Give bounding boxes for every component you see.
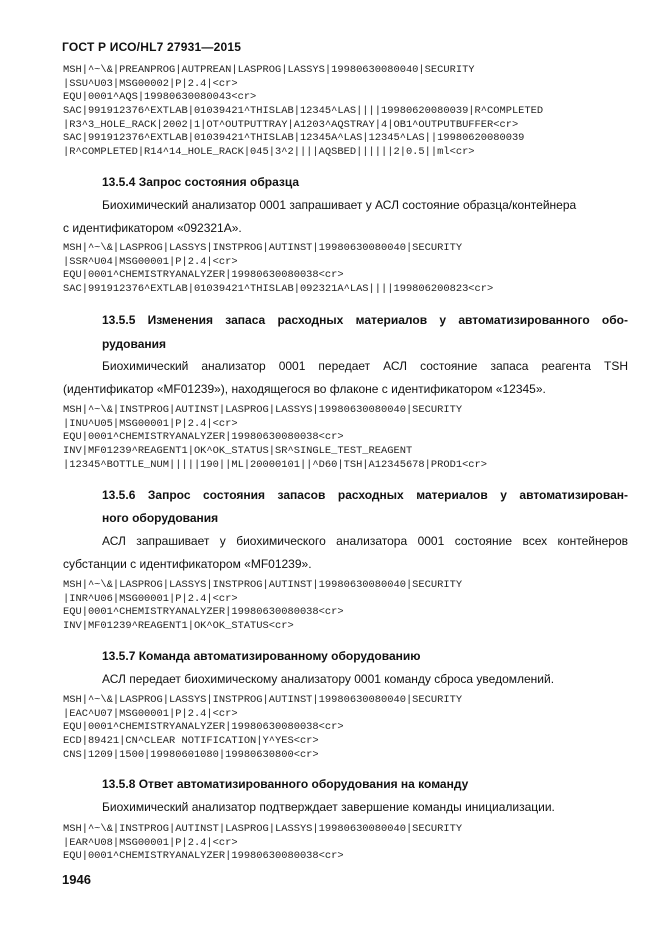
section-1357-para-line1: АСЛ передает биохимическому анализатору 0001 команду сброса уведомлений. [102, 672, 555, 686]
code-line: |SSU^U03|MSG00002|P|2.4|<cr> [63, 77, 238, 90]
code-line: |INR^U06|MSG00001|P|2.4|<cr> [63, 592, 238, 605]
code-line: |EAC^U07|MSG00001|P|2.4|<cr> [63, 707, 238, 720]
code-block-1357 [63, 694, 462, 762]
code-block-1 [63, 64, 543, 160]
code-line: ECD|89421|CN^CLEAR NOTIFICATION|Y^YES<cr> [63, 735, 319, 748]
code-line: SAC|991912376^EXTLAB|01039421^THISLAB|092321A^LAS||||199806200823<cr> [63, 283, 494, 296]
section-1355-heading-line2: рудования [102, 337, 167, 351]
code-line: MSH|^~\&|PREANPROG|AUTPREAN|LASPROG|LASSYS|19980630080040|SECURITY [63, 64, 475, 76]
code-line: INV|MF01239^REAGENT1|OK^OK_STATUS<cr> [63, 620, 294, 633]
section-1355-para-line1: Биохимический анализатор 0001 передает АСЛ состояние запаса реагента TSH [102, 359, 628, 373]
code-line: |R3^3_HOLE_RACK|2002|1|OT^OUTPUTTRAY|A1203^AQSTRAY|4|OB1^OUTPUTBUFFER<cr> [63, 118, 519, 131]
code-line: EQU|0001^CHEMISTRYANALYZER|19980630080038<cr> [63, 606, 344, 619]
code-line: MSH|^~\&|LASPROG|LASSYS|INSTPROG|AUTINST|19980630080040|SECURITY [63, 579, 463, 591]
code-line: MSH|^~\&|LASPROG|LASSYS|INSTPROG|AUTINST|19980630080040|SECURITY [63, 242, 463, 254]
code-line: |12345^BOTTLE_NUM|||||190||ML|20000101||^D60|TSH|A12345678|PROD1<cr> [63, 458, 488, 471]
code-line: EQU|0001^CHEMISTRYANALYZER|19980630080038<cr> [63, 850, 344, 863]
code-block-1354 [63, 242, 493, 297]
section-1354-heading: 13.5.4 Запрос состояния образца [102, 175, 300, 189]
section-1354-para-line1: Биохимический анализатор 0001 запрашивает у АСЛ состояние образца/контейнера [102, 198, 577, 212]
code-line: |R^COMPLETED|R14^14_HOLE_RACK|045|3^2||||AQSBED||||||2|0.5||ml<cr> [63, 146, 475, 159]
code-line: |EAR^U08|MSG00001|P|2.4|<cr> [63, 836, 238, 849]
code-line: EQU|0001^AQS|19980630080043<cr> [63, 91, 257, 104]
code-block-1356 [63, 579, 462, 634]
section-1356-para-line1: АСЛ запрашивает у биохимического анализатора 0001 состояние всех контейнеров [102, 534, 628, 548]
code-line: MSH|^~\&|INSTPROG|AUTINST|LASPROG|LASSYS|19980630080040|SECURITY [63, 404, 463, 416]
section-1358-para-line1: Биохимический анализатор подтверждает завершение команды инициализации. [102, 800, 555, 814]
code-line: EQU|0001^CHEMISTRYANALYZER|19980630080038<cr> [63, 269, 344, 282]
section-1355-para-line2: (идентификатор «MF01239»), находящегося во флаконе с идентификатором «12345». [63, 382, 546, 396]
code-line: INV|MF01239^REAGENT1|OK^OK_STATUS|SR^SINGLE_TEST_REAGENT [63, 445, 413, 458]
page-number: 1946 [62, 872, 91, 887]
code-line: CNS|1209|1500|19980601080|19980630800<cr> [63, 748, 319, 761]
section-1355-heading-line1: 13.5.5 Изменения запаса расходных материалов у автоматизированного обо- [102, 313, 628, 327]
section-1356-heading-line1: 13.5.6 Запрос состояния запасов расходных материалов у автоматизирован- [102, 488, 628, 502]
section-1356-para-line2: субстанции с идентификатором «MF01239». [63, 557, 312, 571]
code-line: |INU^U05|MSG00001|P|2.4|<cr> [63, 417, 238, 430]
section-1354-para-line2: с идентификатором «092321A». [63, 221, 242, 235]
code-line: MSH|^~\&|INSTPROG|AUTINST|LASPROG|LASSYS|19980630080040|SECURITY [63, 823, 463, 835]
section-1357-heading: 13.5.7 Команда автоматизированному оборудованию [102, 649, 421, 663]
code-line: |SSR^U04|MSG00001|P|2.4|<cr> [63, 255, 238, 268]
section-1358-heading: 13.5.8 Ответ автоматизированного оборудования на команду [102, 777, 469, 791]
section-1356-heading-line2: ного оборудования [102, 511, 219, 525]
code-line: EQU|0001^CHEMISTRYANALYZER|19980630080038<cr> [63, 431, 344, 444]
code-line: EQU|0001^CHEMISTRYANALYZER|19980630080038<cr> [63, 721, 344, 734]
code-line: SAC|991912376^EXTLAB|01039421^THISLAB|12345^LAS||||19980620080039|R^COMPLETED [63, 105, 544, 118]
document-header: ГОСТ Р ИСО/HL7 27931—2015 [62, 40, 242, 54]
code-block-1355 [63, 404, 487, 472]
code-line: MSH|^~\&|LASPROG|LASSYS|INSTPROG|AUTINST|19980630080040|SECURITY [63, 694, 463, 706]
code-block-1358 [63, 823, 462, 864]
code-line: SAC|991912376^EXTLAB|01039421^THISLAB|12345A^LAS|12345^LAS||19980620080039 [63, 132, 525, 145]
